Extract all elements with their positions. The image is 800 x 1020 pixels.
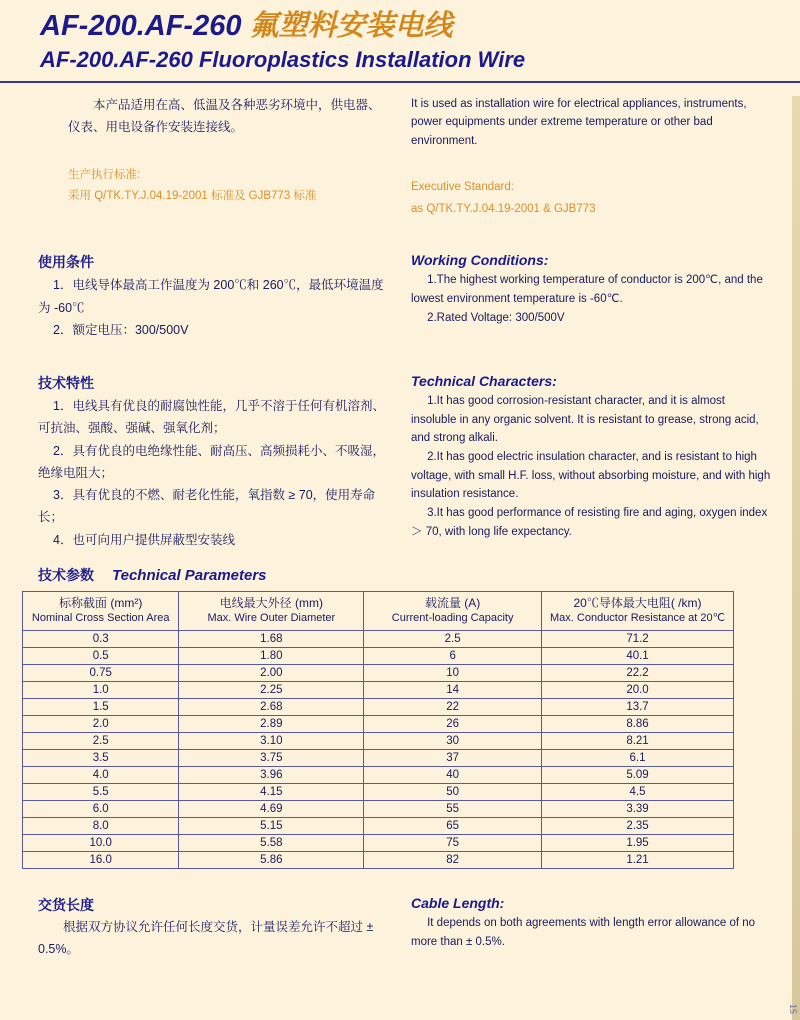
standard-label-en: Executive Standard: [411,180,514,193]
cell: 1.0 [23,681,179,698]
tech-params-title-en: Technical Parameters [112,566,267,584]
cell: 40 [364,766,542,783]
cell: 14 [364,681,542,698]
col-header-cn: 电线最大外径 (mm) [219,595,323,610]
technical-characters-row [38,373,772,551]
cable-length-cn [38,895,405,961]
table-col-header-nominal-cross-section [23,591,179,630]
tech-params-title-cn: 技术参数 [38,566,94,583]
cell: 82 [364,851,542,868]
list-item: 2.Rated Voltage: 300/500V [427,311,565,324]
standard-value-en: as Q/TK.TY.J.04.19-2001 & GJB773 [411,202,596,215]
page-title-cn-code: AF-200.AF-260 [40,10,250,42]
standard-value-cn: 采用 Q/TK.TY.J.04.19-2001 标准及 GJB773 标准 [68,190,317,203]
intro-col-cn [38,95,405,221]
table-col-header-max-conductor-resistance [542,591,734,630]
cell: 4.5 [542,783,734,800]
cell: 2.35 [542,817,734,834]
cell: 5.86 [179,851,364,868]
working-conditions-title-en: Working Conditions: [411,252,549,269]
cell: 22 [364,698,542,715]
technical-characters-cn [38,373,405,551]
intro-text-en: It is used as installation wire for electrical appliances, instruments, power equipments under extreme temperature or other bad environment. [411,97,747,148]
cell: 2.0 [23,715,179,732]
cable-length-body-en: It depends on both agreements with length error allowance of no more than ± 0.5%. [411,916,756,948]
cell: 2.89 [179,715,364,732]
list-item: 2.It has good electric insulation character, and is resistant to high voltage, with small H.F. loss, without absorbing moisture, and with high insulation resistance. [411,451,771,501]
page-title-cn-text: 氟塑料安装电线 [249,10,453,42]
cell: 0.75 [23,664,179,681]
cell: 30 [364,732,542,749]
cell: 2.5 [23,732,179,749]
technical-characters-title-cn: 技术特性 [38,375,94,392]
page-header [0,0,800,83]
table-row [23,647,734,664]
cell: 3.5 [23,749,179,766]
cell: 5.58 [179,834,364,851]
list-item: 4．也可向用户提供屏蔽型安装线 [53,532,235,547]
cell: 5.5 [23,783,179,800]
intro-text-cn: 本产品适用在高、低温及各种恶劣环境中，供电器、仪表、用电设备作安装连接线。 [68,97,381,134]
cell: 4.69 [179,800,364,817]
col-header-en: Current-loading Capacity [391,612,514,625]
table-row [23,834,734,851]
list-item: 2．额定电压：300/500V [53,322,189,337]
cell: 10.0 [23,834,179,851]
cable-length-title-en: Cable Length: [411,894,505,911]
cell: 2.68 [179,698,364,715]
col-header-cn: 载流量 (A) [424,595,481,610]
list-item: 1.It has good corrosion-resistant character, and it is almost insoluble in any organic solvent. It is resistant to grease, strong acid, and strong alkali. [411,395,759,445]
cell: 6.0 [23,800,179,817]
table-col-header-current-loading-capacity [364,591,542,630]
cell: 1.80 [179,647,364,664]
col-header-en: Nominal Cross Section Area [31,612,170,625]
cell: 37 [364,749,542,766]
table-row [23,732,734,749]
cell: 5.15 [179,817,364,834]
tech-params-heading [38,565,772,591]
cell: 65 [364,817,542,834]
cell: 3.10 [179,732,364,749]
cell: 2.5 [364,630,542,647]
page-edge-strip [792,96,800,1020]
technical-characters-title-en: Technical Characters: [411,373,557,390]
working-conditions-title-cn: 使用条件 [38,254,94,271]
cell: 3.96 [179,766,364,783]
cell: 3.39 [542,800,734,817]
table-row [23,766,734,783]
standard-label-cn: 生产执行标准: [68,168,141,181]
cell: 8.0 [23,817,179,834]
cell: 16.0 [23,851,179,868]
cell: 10 [364,664,542,681]
cell: 40.1 [542,647,734,664]
cell: 4.15 [179,783,364,800]
cell: 1.68 [179,630,364,647]
document-body [0,83,800,591]
page-number: 15 [788,1003,798,1014]
cell: 1.95 [542,834,734,851]
cell: 75 [364,834,542,851]
cell: 20.0 [542,681,734,698]
cell: 0.5 [23,647,179,664]
table-header-row [23,591,734,630]
cell: 3.75 [179,749,364,766]
col-header-cn: 标称截面 (mm²) [59,595,143,610]
table-body [23,630,734,868]
cell: 6.1 [542,749,734,766]
table-row [23,800,734,817]
cell: 6 [364,647,542,664]
technical-characters-list-en [411,392,772,541]
cell: 8.21 [542,732,734,749]
table-row [23,851,734,868]
table-row [23,749,734,766]
list-item: 3.It has good performance of resisting fire and aging, oxygen index ＞ 70, with long life expectancy. [411,506,768,538]
cell: 50 [364,783,542,800]
technical-characters-list-cn [38,395,385,551]
list-item: 3．具有优良的不燃、耐老化性能，氧指数 ≥ 70，使用寿命长； [38,488,376,525]
list-item: 1．电线具有优良的耐腐蚀性能，几乎不溶于任何有机溶剂、可抗油、强酸、强碱、强氧化剂； [38,399,385,436]
table-row [23,630,734,647]
col-header-en: Max. Wire Outer Diameter [207,612,336,625]
col-header-en: Max. Conductor Resistance at 20℃ [550,612,725,625]
cell: 13.7 [542,698,734,715]
table-col-header-max-wire-outer-diameter [179,591,364,630]
cell: 0.3 [23,630,179,647]
list-item: 1．电线导体最高工作温度为 200℃和 260℃，最低环境温度为 -60℃ [38,278,384,315]
page-title-en: AF-200.AF-260 Fluoroplastics Installation Wire [40,47,526,73]
working-conditions-row [38,252,772,341]
list-item: 2．具有优良的电绝缘性能、耐高压、高频损耗小、不吸湿，绝缘电阻大； [38,443,385,480]
intro-col-en [405,95,772,221]
cell: 26 [364,715,542,732]
table-row [23,698,734,715]
cell: 22.2 [542,664,734,681]
cell: 71.2 [542,630,734,647]
intro-row [38,95,772,221]
cell: 8.86 [542,715,734,732]
col-header-cn: 20℃导体最大电阻( /km) [573,595,702,610]
cell: 55 [364,800,542,817]
cell: 2.25 [179,681,364,698]
table-row [23,783,734,800]
cell: 2.00 [179,664,364,681]
page-title-cn [40,8,800,44]
working-conditions-en [405,252,772,341]
working-conditions-list-en [411,271,772,327]
cable-length-row [0,895,800,961]
working-conditions-list-cn [38,274,385,341]
table-row [23,664,734,681]
table-row [23,681,734,698]
cable-length-en [405,895,772,961]
technical-characters-en [405,373,772,551]
cell: 1.21 [542,851,734,868]
cell: 4.0 [23,766,179,783]
cell: 5.09 [542,766,734,783]
list-item: 1.The highest working temperature of conductor is 200℃, and the lowest environment temperature is -60℃. [411,274,763,306]
tech-params-table [22,591,734,869]
cable-length-body-cn: 根据双方协议允许任何长度交货，计量误差允许不超过 ± 0.5%。 [38,919,374,956]
cell: 1.5 [23,698,179,715]
cable-length-title-cn: 交货长度 [38,896,94,913]
table-row [23,715,734,732]
working-conditions-cn [38,252,405,341]
table-row [23,817,734,834]
